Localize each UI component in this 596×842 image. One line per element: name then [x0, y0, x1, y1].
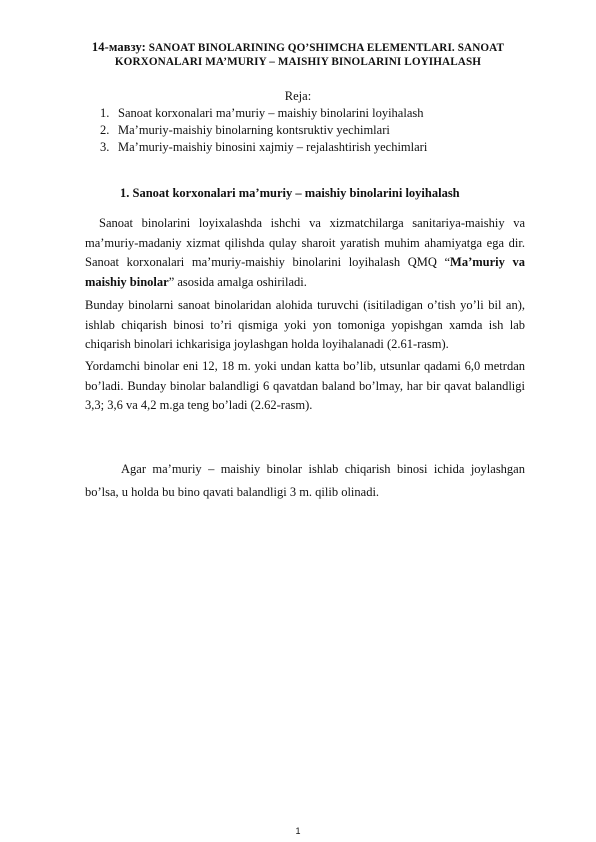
plan-item [100, 139, 427, 156]
topic-title-text: SANOAT BINOLARINING QO’SHIMCHA ELEMENTLARI. SANOAT KORXONALARI MA’MURIY – MAISHIY BINOLARINI LOYIHALASH [114, 42, 505, 68]
plan-item [100, 105, 427, 122]
plan-item-number: 1. [100, 106, 110, 120]
plan-item-text: Ma’muriy-maishiy binolarning kontsruktiv yechimlari [118, 122, 390, 137]
plan-item-number: 3. [100, 139, 110, 154]
paragraph-4: Agar ma’muriy – maishiy binolar ishlab chiqarish binosi ichida joylashgan bo’lsa, u holda bu bino qavati balandligi 3 m. qilib olinadi. [85, 462, 525, 499]
paragraph-1-end: ” asosida amalga oshiriladi. [168, 274, 307, 289]
plan-item-number: 2. [100, 122, 110, 137]
plan-list [100, 105, 427, 155]
page-number: 1 [295, 826, 301, 836]
plan-item [100, 122, 427, 139]
plan-item-text: Ma’muriy-maishiy binosini xajmiy – rejalashtirish yechimlari [118, 139, 428, 154]
paragraph-2: Bunday binolarni sanoat binolaridan alohida turuvchi (isitiladigan o’tish yo’li bil an), ishlab chiqarish binosi to’ri qismiga yoki yon tomoniga yopishgan xamda ish lab chiqarish binolari ichkarisiga joylashgan holda loyihalanadi (2.61-rasm). [85, 298, 525, 351]
plan-title: Reja: [284, 89, 312, 103]
topic-number: 14-мавзу: [91, 40, 146, 54]
paragraph-1-bold: Ma’muriy va maishiy binolar [85, 255, 525, 289]
topic-title [70, 40, 526, 69]
paragraph-1-text: Sanoat binolarini loyixalashda ishchi va xizmatchilarga sanitariya-maishiy va ma’muriy-madaniy xizmat qilishda qulay sharoit yaratish muhim ahamiyatga ega dir. Sanoat korxonalari ma’muriy-maishiy binolarini loyihalash QMQ “ [85, 216, 525, 269]
plan-item-text: Sanoat korxonalari ma’muriy – maishiy binolarini loyihalash [118, 106, 424, 120]
paragraph-3: Yordamchi binolar eni 12, 18 m. yoki undan katta bo’lib, utsunlar qadami 6,0 metrdan bo’ladi. Bunday binolar balandligi 6 qavatdan baland bo’lmay, har bir qavat balandligi 3,3; 3,6 va 4,2 m.ga teng bo’ladi (2.62-rasm). [85, 359, 525, 412]
paragraph-1 [85, 214, 525, 292]
section-heading: 1. Sanoat korxonalari ma’muriy – maishiy binolarini loyihalash [120, 186, 460, 200]
